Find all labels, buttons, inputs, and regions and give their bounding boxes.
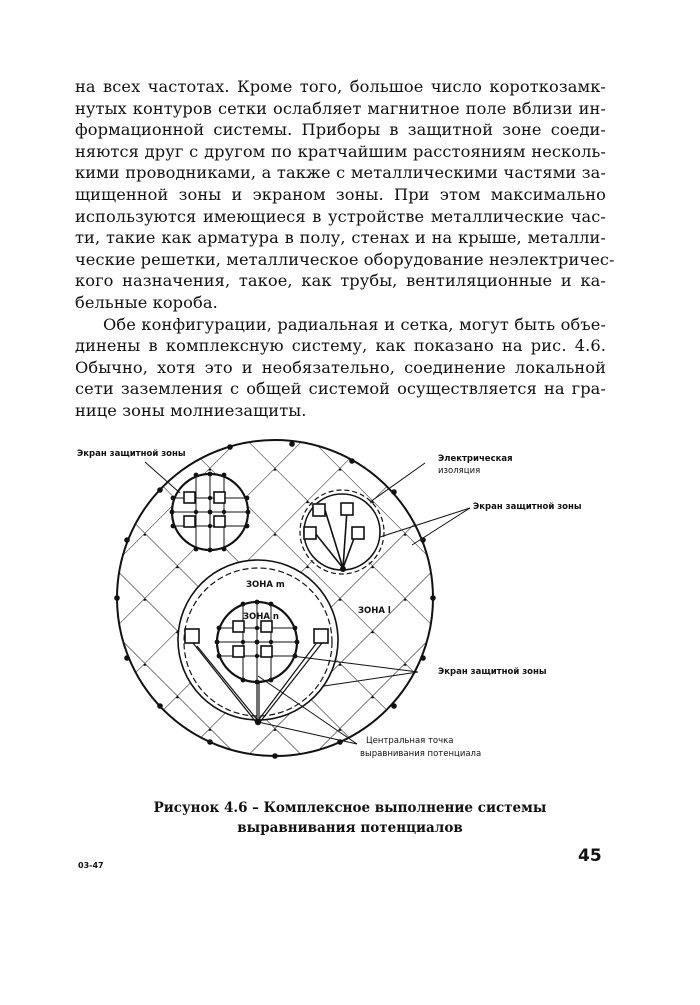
text-line: ти, такие как арматура в полу, стенах и на крыше, металли- [75, 228, 606, 248]
text-line: используются имеющиеся в устройстве металлические час- [75, 206, 606, 226]
label-electrical-insulation-2: изоляция [438, 466, 481, 476]
text-line: формационной системы. Приборы в защитной зоне соеди- [75, 120, 606, 140]
paragraph-2 [75, 314, 606, 422]
text-line: нутых контуров сетки ослабляет магнитное поле вблизи ин- [75, 98, 606, 118]
label-screen-top-left: Экран защитной зоны [77, 449, 186, 459]
label-central-point-1: Центральная точка [366, 736, 454, 746]
caption-line-1: Рисунок 4.6 – Комплексное выполнение системы [153, 800, 547, 816]
label-zone-m: ЗОНА m [246, 580, 285, 590]
text-line: ческие решетки, металлическое оборудование неэлектричес- [75, 249, 615, 269]
text-line: сети заземления с общей системой осуществляется на гра- [75, 379, 606, 399]
text-line: кими проводниками, а также с металлическими частями за- [75, 163, 606, 183]
footer-code: 03-47 [78, 861, 104, 870]
label-zone-l: ЗОНА l [358, 606, 391, 616]
caption-line-2: выравнивания потенциалов [237, 820, 463, 836]
label-zone-n: ЗОНА n [243, 612, 279, 622]
text-line: няются друг с другом по кратчайшим расстояниям несколь- [75, 141, 606, 161]
text-line: Обе конфигурации, радиальная и сетка, могут быть объе- [103, 314, 606, 334]
figure-4-6-diagram [60, 430, 620, 790]
text-line: нице зоны молниезащиты. [75, 400, 307, 420]
body-text [75, 76, 615, 422]
paragraph-1 [75, 76, 615, 314]
equipotential-bonding-diagram [60, 430, 620, 790]
figure-caption [0, 798, 700, 838]
text-line: динены в комплексную систему, как показано на рис. 4.6. [75, 336, 606, 356]
text-line: кого назначения, такое, как трубы, вентиляционные и ка- [75, 271, 606, 291]
text-line: бельные короба. [75, 292, 218, 312]
label-screen-right-bottom: Экран защитной зоны [438, 667, 547, 677]
outer-zone-mesh [114, 440, 436, 759]
label-electrical-insulation-1: Электрическая [438, 454, 513, 464]
label-central-point-2: выравнивания потенциала [360, 749, 482, 759]
label-screen-right-top: Экран защитной зоны [473, 502, 582, 512]
text-line: на всех частотах. Кроме того, большое число короткозамк- [75, 77, 606, 96]
text-line: щищенной зоны и экраном зоны. При этом максимально [75, 184, 606, 204]
page-number: 45 [578, 846, 602, 866]
text-line: Обычно, хотя это и необязательно, соединение локальной [75, 357, 606, 377]
